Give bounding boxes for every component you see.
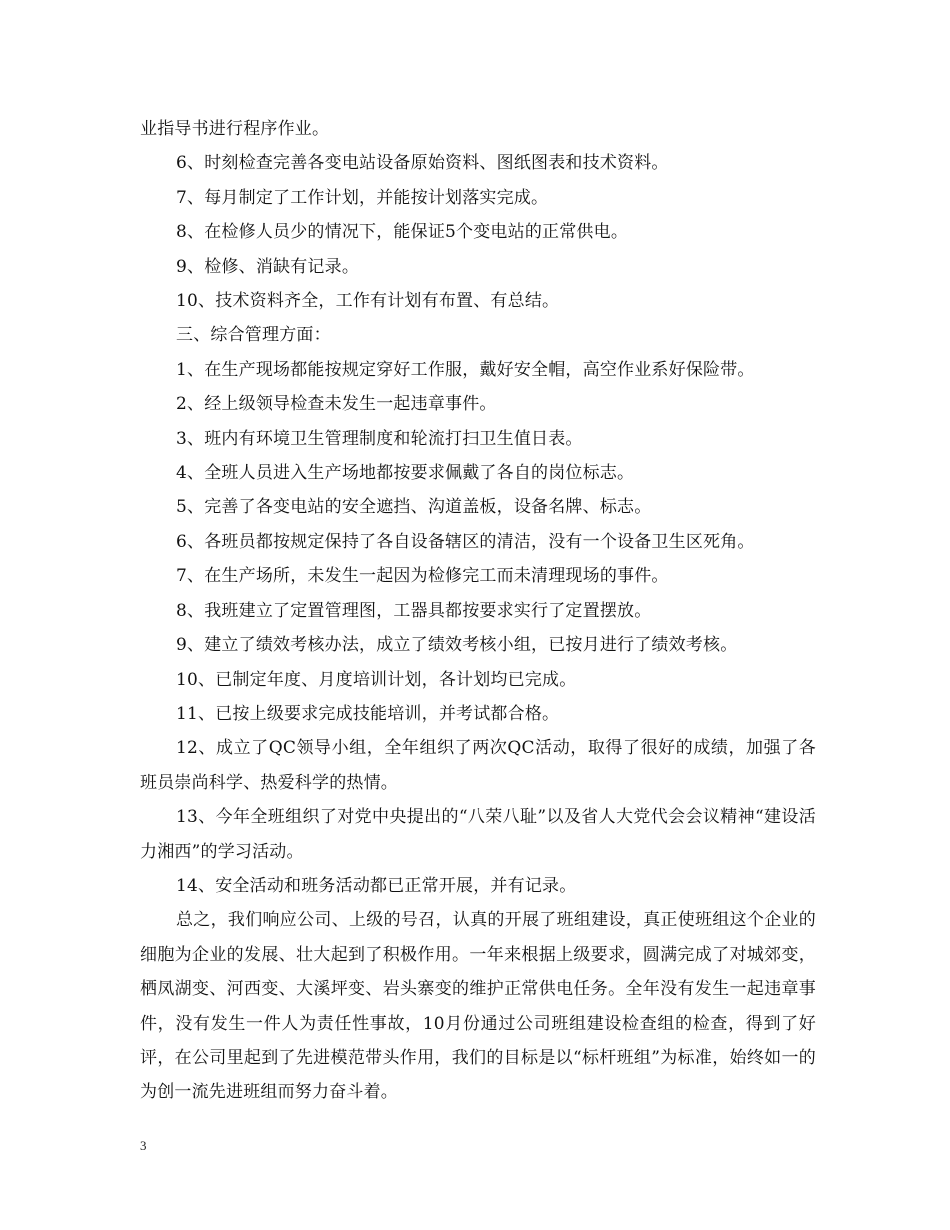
list-item: 6、时刻检查完善各变电站设备原始资料、图纸图表和技术资料。: [176, 153, 669, 174]
list-item: 8、在检修人员少的情况下，能保证5个变电站的正常供电。: [176, 222, 629, 243]
list-item: 10、技术资料齐全，工作有计划有布置、有总结。: [176, 291, 560, 312]
list-item: 12、成立了QC领导小组，全年组织了两次QC活动，取得了很好的成绩，加强了各班员崇尚科学、热爱科学的热情。: [140, 738, 816, 793]
list-item: 11、已按上级要求完成技能培训，并考试都合格。: [176, 703, 560, 724]
list-item: 4、全班人员进入生产场地都按要求佩戴了各自的岗位标志。: [176, 463, 635, 484]
page-number: 3: [140, 1138, 147, 1153]
paragraph: 业指导书进行程序作业。: [140, 119, 330, 139]
list-item: 3、班内有环境卫生管理制度和轮流打扫卫生值日表。: [176, 428, 583, 449]
list-item: 7、每月制定了工作计划，并能按计划落实完成。: [176, 187, 549, 208]
list-item: 14、安全活动和班务活动都已正常开展，并有记录。: [176, 875, 577, 896]
section-heading: 三、综合管理方面：: [176, 325, 331, 346]
summary-paragraph: 总之，我们响应公司、上级的号召，认真的开展了班组建设，真正使班组这个企业的细胞为企业的发展、壮大起到了积极作用。一年来根据上级要求，圆满完成了对城郊变，栖凤湖变、河西变、大溪坪变、岩头寨变的维护正常供电任务。全年没有发生一起违章事件，没有发生一件人为责任性事故，10月份通过公司班组建设检查组的检查，得到了好评，在公司里起到了先进模范带头作用，我们的目标是以“标杆班组”为标准，始终如一的为创一流先进班组而努力奋斗着。: [140, 910, 816, 1103]
list-item: 9、检修、消缺有记录。: [176, 256, 360, 277]
document-body: [140, 112, 816, 1110]
list-item: 7、在生产场所，未发生一起因为检修完工而未清理现场的事件。: [176, 566, 669, 587]
list-item: 1、在生产现场都能按规定穿好工作服，戴好安全帽，高空作业系好保险带。: [176, 359, 755, 380]
list-item: 10、已制定年度、月度培训计划，各计划均已完成。: [176, 669, 577, 690]
list-item: 13、今年全班组织了对党中央提出的“八荣八耻”以及省人大党代会会议精神“建设活力湘西”的学习活动。: [140, 807, 816, 862]
list-item: 9、建立了绩效考核办法，成立了绩效考核小组，已按月进行了绩效考核。: [176, 635, 738, 656]
list-item: 6、各班员都按规定保持了各自设备辖区的清洁，没有一个设备卫生区死角。: [176, 531, 755, 552]
list-item: 5、完善了各变电站的安全遮挡、沟道盖板，设备名牌、标志。: [176, 497, 652, 518]
list-item: 8、我班建立了定置管理图，工器具都按要求实行了定置摆放。: [176, 600, 652, 621]
list-item: 2、经上级领导检查未发生一起违章事件。: [176, 394, 497, 415]
